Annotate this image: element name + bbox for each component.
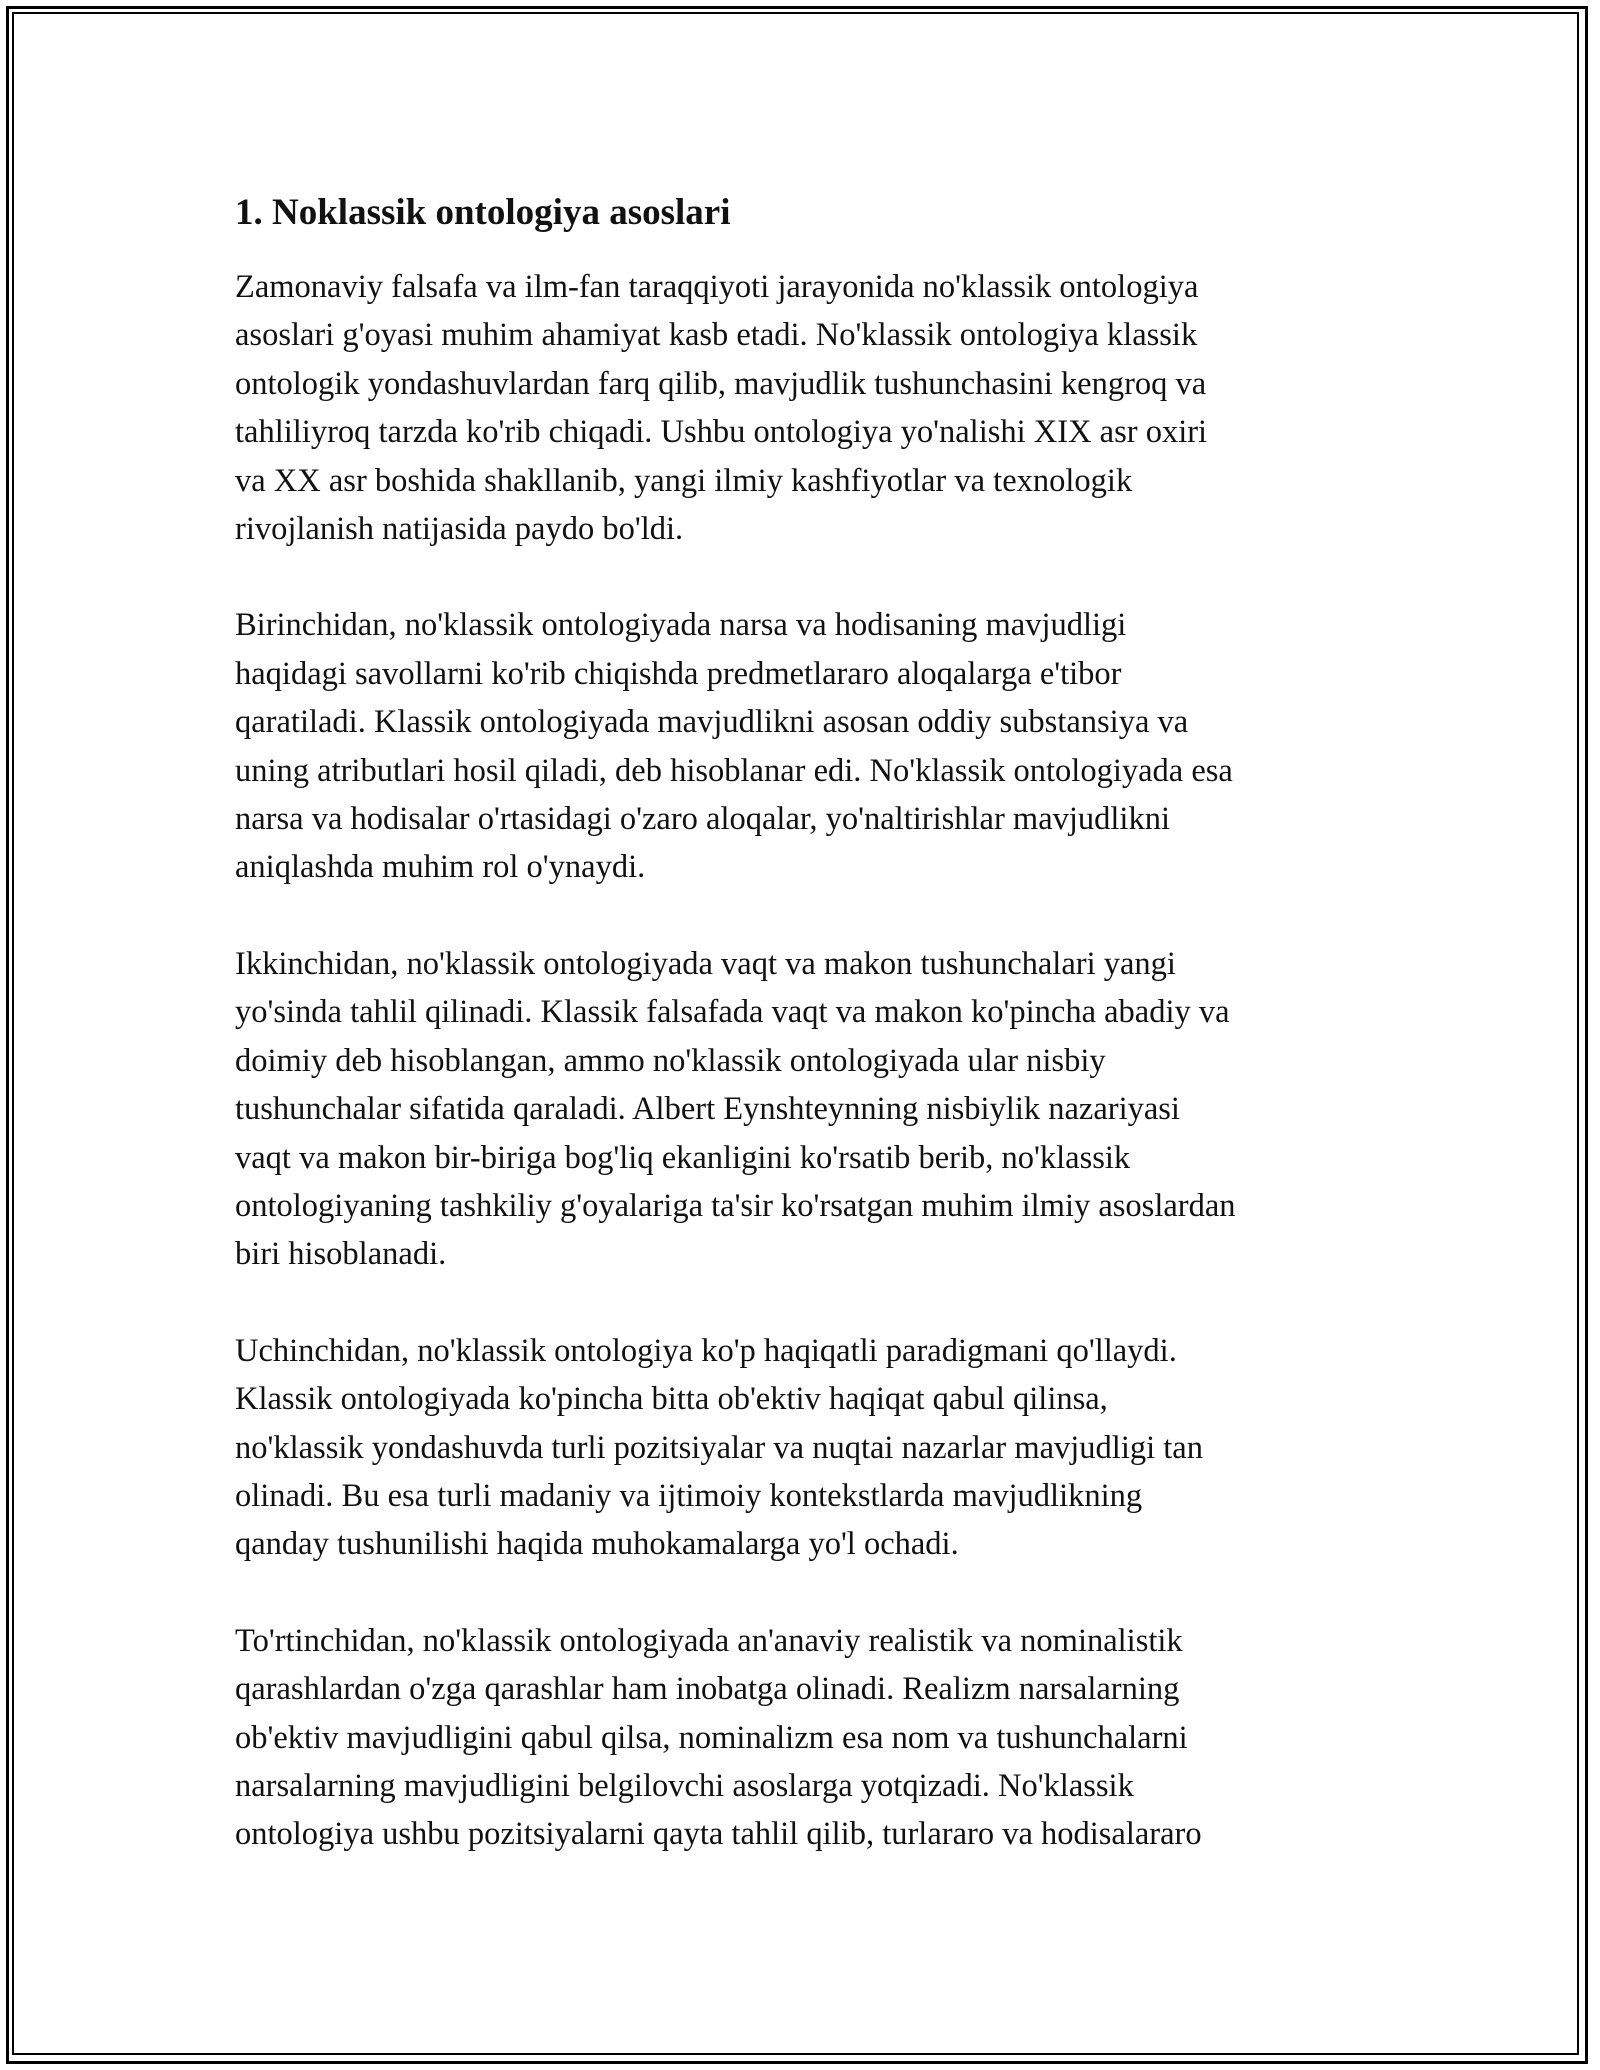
text-line: no'klassik yondashuvda turli pozitsiyalar va nuqtai nazarlar mavjudligi tan (235, 1429, 1203, 1466)
text-line: qarashlardan o'zga qarashlar ham inobatga olinadi. Realizm narsalarning (235, 1671, 1180, 1708)
text-line: Zamonaviy falsafa va ilm-fan taraqqiyoti jarayonida no'klassik ontologiya (235, 269, 1199, 305)
text-line: tushunchalar sifatida qaraladi. Albert Eynshteynning nisbiylik nazariyasi (235, 1091, 1180, 1128)
text-line: vaqt va makon bir-biriga bog'liq ekanligini ko'rsatib berib, no'klassik (235, 1139, 1131, 1176)
text-line: olinadi. Bu esa turli madaniy va ijtimoiy kontekstlarda mavjudlikning (235, 1477, 1143, 1514)
text-line: uning atributlari hosil qiladi, deb hisoblanar edi. No'klassik ontologiyada esa (235, 752, 1233, 789)
document-body (235, 185, 1385, 1907)
paragraph-2 (235, 601, 1385, 891)
text-line: narsalarning mavjudligini belgilovchi asoslarga yotqizadi. No'klassik (235, 1767, 1134, 1804)
text-line: Uchinchidan, no'klassik ontologiya ko'p haqiqatli paradigmani qo'llaydi. (235, 1332, 1177, 1369)
paragraph-3 (235, 940, 1385, 1279)
text-line: Ikkinchidan, no'klassik ontologiyada vaqt va makon tushunchalari yangi (235, 945, 1176, 982)
text-line: qanday tushunilishi haqida muhokamalarga yo'l ochadi. (235, 1526, 959, 1563)
text-line: yo'sinda tahlil qilinadi. Klassik falsafada vaqt va makon ko'pincha abadiy va (235, 994, 1230, 1031)
text-line: tahliliyroq tarzda ko'rib chiqadi. Ushbu ontologiya yo'nalishi XIX asr oxiri (235, 414, 1208, 451)
paragraph-4 (235, 1327, 1385, 1569)
text-line: ontologik yondashuvlardan farq qilib, mavjudlik tushunchasini kengroq va (235, 365, 1207, 402)
text-line: asoslari g'oyasi muhim ahamiyat kasb etadi. No'klassik ontologiya klassik (235, 317, 1198, 354)
text-line: haqidagi savollarni ko'rib chiqishda predmetlararo aloqalarga e'tibor (235, 655, 1122, 692)
text-line: Klassik ontologiyada ko'pincha bitta ob'ektiv haqiqat qabul qilinsa, (235, 1381, 1108, 1418)
text-line: ob'ektiv mavjudligini qabul qilsa, nominalizm esa nom va tushunchalarni (235, 1719, 1188, 1756)
text-line: aniqlashda muhim rol o'ynaydi. (235, 849, 646, 886)
text-line: qaratiladi. Klassik ontologiyada mavjudlikni asosan oddiy substansiya va (235, 704, 1189, 741)
paragraph-5 (235, 1617, 1385, 1859)
text-line: narsa va hodisalar o'rtasidagi o'zaro aloqalar, yo'naltirishlar mavjudlikni (235, 801, 1170, 838)
text-line: Birinchidan, no'klassik ontologiyada narsa va hodisaning mavjudligi (235, 607, 1127, 644)
text-line: biri hisoblanadi. (235, 1236, 447, 1273)
section-heading: 1. Noklassik ontologiya asoslari (235, 192, 731, 233)
text-line: ontologiyaning tashkiliy g'oyalariga ta'sir ko'rsatgan muhim ilmiy asoslardan (235, 1187, 1236, 1224)
text-line: To'rtinchidan, no'klassik ontologiyada an'anaviy realistik va nominalistik (235, 1622, 1183, 1659)
text-line: rivojlanish natijasida paydo bo'ldi. (235, 511, 684, 548)
text-line: va XX asr boshida shakllanib, yangi ilmiy kashfiyotlar va texnologik (235, 462, 1133, 499)
paragraph-1 (235, 263, 1385, 553)
text-line: ontologiya ushbu pozitsiyalarni qayta tahlil qilib, turlararo va hodisalararo (235, 1816, 1202, 1853)
text-line: doimiy deb hisoblangan, ammo no'klassik ontologiyada ular nisbiy (235, 1042, 1106, 1079)
